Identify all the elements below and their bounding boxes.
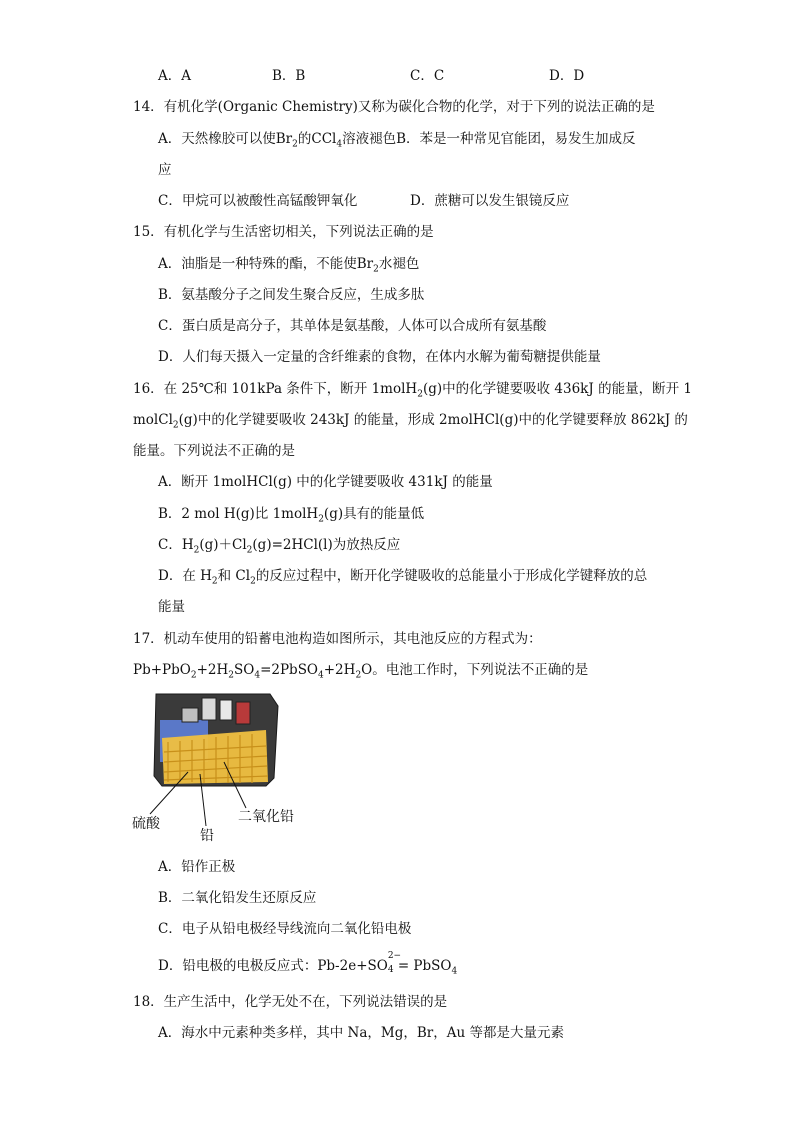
label-lead: 铅 <box>200 828 214 844</box>
cap-left <box>182 708 198 722</box>
q14-option-d: D．蔗糖可以发生银镜反应 <box>410 193 570 209</box>
q15-option-b: B．氨基酸分子之间发生聚合反应，生成多肽 <box>158 287 425 303</box>
q13-option-a: A．A <box>158 68 191 84</box>
q16-stem-line3: 能量。下列说法不正确的是 <box>133 443 295 459</box>
q15-option-c: C．蛋白质是高分子，其单体是氨基酸，人体可以合成所有氨基酸 <box>158 318 547 334</box>
q17-option-a: A．铅作正极 <box>158 859 236 875</box>
q13-option-b: B．B <box>272 68 306 84</box>
q16-option-d: D．在 $H_2$和 $Cl_2$的反应过程中，断开化学键吸收的总能量小于形成化学键释放的总 <box>158 568 648 587</box>
q14-stem: 14．有机化学(Organic Chemistry)又称为碳化合物的化学，对于下列的说法正确的是 <box>133 99 655 115</box>
q16-option-a: A．断开 1molHCl(g) 中的化学键要吸收 431kJ 的能量 <box>158 474 493 490</box>
terminal-red <box>236 702 250 724</box>
q14-option-c: C．甲烷可以被酸性高锰酸钾氧化 <box>158 193 358 209</box>
q17-equation: $Pb+PbO_2+2H_2SO_4=2PbSO_4+2H_2O$。电池工作时，下列说法不正确的是 <box>133 662 589 681</box>
q13-option-c: C．C <box>410 68 445 84</box>
label-lead-dioxide: 二氧化铅 <box>238 809 294 825</box>
q16-stem-line1: 16．在 25℃和 101kPa 条件下，断开 1molH$_2$(g)中的化学键要吸收 436kJ 的能量，断开 1 <box>133 381 692 400</box>
q15-option-a: A．油脂是一种特殊的酯，不能使$Br_2$水褪色 <box>158 256 420 275</box>
q16-option-c: C．$H_2(g)+Cl_2(g)=2HCl(l)$为放热反应 <box>158 537 401 556</box>
q17-option-c: C．电子从铅电极经导线流向二氧化铅电极 <box>158 921 412 937</box>
q16-option-d-cont: 能量 <box>158 599 185 615</box>
label-sulfuric-acid: 硫酸 <box>132 816 160 832</box>
q17-option-b: B．二氧化铅发生还原反应 <box>158 890 317 906</box>
q16-stem-line2: molCl$_2$(g)中的化学键要吸收 243kJ 的能量，形成 2molHCl(g)中的化学键要释放 862kJ 的 <box>133 412 688 431</box>
q15-stem: 15．有机化学与生活密切相关，下列说法正确的是 <box>133 224 434 240</box>
terminal-left <box>202 698 216 720</box>
q18-stem: 18．生产生活中，化学无处不在，下列说法错误的是 <box>133 994 448 1010</box>
plate-grid <box>164 734 268 783</box>
terminal-mid <box>220 700 232 720</box>
q14-option-a-cont: 应 <box>158 162 172 178</box>
q13-option-d: D．D <box>549 68 585 84</box>
q16-option-b: B．2 mol H(g)比 1molH$_2$(g)具有的能量低 <box>158 506 425 525</box>
q18-option-a: A．海水中元素种类多样，其中 Na，Mg，Br，Au 等都是大量元素 <box>158 1025 564 1041</box>
lead-acid-battery-figure <box>128 690 318 850</box>
q17-stem: 17．机动车使用的铅蓄电池构造如图所示，其电池反应的方程式为： <box>133 631 542 647</box>
q14-option-a: A．天然橡胶可以使$Br_2$的CCl$_4$溶液褪色B．苯是一种常见官能团，易发生加成反 <box>158 131 636 150</box>
q15-option-d: D．人们每天摄入一定量的含纤维素的食物，在体内水解为葡萄糖提供能量 <box>158 349 601 365</box>
q17-option-d: D．铅电极的电极反应式：Pb-2e+SO 2− 4 = PbSO$_4$ <box>158 951 458 977</box>
